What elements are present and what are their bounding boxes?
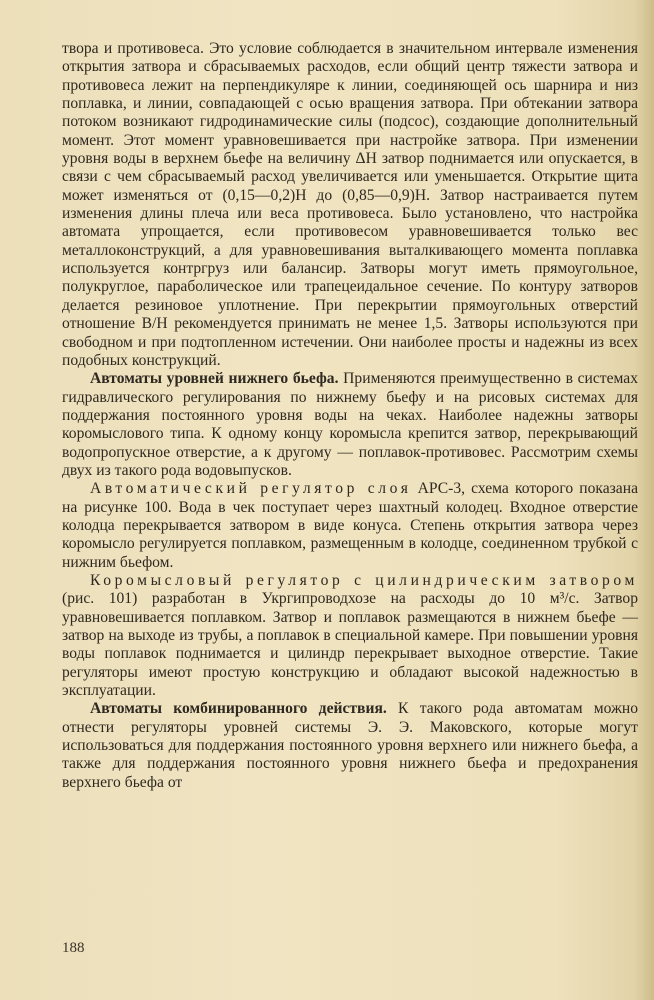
body-text — [62, 40, 638, 792]
paragraph-3 — [62, 480, 638, 572]
paragraph-2 — [62, 370, 638, 480]
paragraph-4 — [62, 572, 638, 700]
spaced-term: Коромысловый регулятор с цилиндрическим затвором — [90, 571, 638, 589]
section-heading: Автоматы комбинированного действия. — [90, 700, 387, 718]
paragraph-5 — [62, 700, 638, 792]
paragraph-1 — [62, 40, 638, 370]
spaced-term: Автоматический регулятор слоя — [90, 480, 412, 498]
paragraph-text: АРС-3, схема которого показана на рисунке 100. Вода в чек поступает через шахтный колодец. Входное отверстие колодца перекрывается затвором в виде конуса. Степень открытия затвора через коромысло регулируется поплавком, размещенным в колодце, соединенном трубкой с нижним бьефом. — [62, 480, 638, 571]
page-number: 188 — [62, 940, 85, 956]
paragraph-text: твора и противовеса. Это условие соблюдается в значительном интервале изменения открытия затвора и сбрасываемых расходов, если общий центр тяжести затвора и противовеса лежит на перпендикуляре к линии, соединяющей ось шарнира и низ поплавка, и линии, совпадающей с осью вращения затвора. При обтекании затвора потоком возникают гидродинамические силы (подсос), создающие дополнительный момент. Этот момент уравновешивается при настройке затвора. При изменении уровня воды в верхнем бьефе на величину ΔH затвор поднимается или опускается, в связи с чем сбрасываемый расход увеличивается или уменьшается. Открытие щита может изменяться от (0,15—0,2)H до (0,85—0,9)H. Затвор настраивается путем изменения длины плеча или веса противовеса. Было установлено, что настройка автомата упрощается, если противовесом уравновешивается только вес металлоконструкций, а для уравновешивания выталкивающего момента поплавка используется контргруз или балансир. Затворы могут иметь прямоугольное, полукруглое, параболическое или трапецеидальное сечение. По контуру затворов делается резиновое уплотнение. При перекрытии прямоугольных отверстий отношение B/H рекомендуется принимать не менее 1,5. Затворы используются при свободном и при подтопленном истечении. Они наиболее просты и надежны из всех подобных конструкций. — [62, 40, 638, 369]
paragraph-text: К такого рода автоматам можно отнести регуляторы уровней системы Э. Э. Маковского, которые могут использоваться для поддержания постоянного уровня верхнего или нижнего бьефа, а также для поддержания постоянного уровня нижнего бьефа и предохранения верхнего бьефа от — [62, 700, 638, 791]
paragraph-text: Применяются преимущественно в системах гидравлического регулирования по нижнему бьефу и на рисовых системах для поддержания постоянного уровня воды на чеках. Наиболее надежны затворы коромыслового типа. К одному концу коромысла крепится затвор, перекрывающий водопропускное отверстие, а к другому — поплавок-противовес. Рассмотрим схемы двух из такого рода водовыпусков. — [62, 370, 638, 479]
paragraph-text: (рис. 101) разработан в Укргипроводхозе на расходы до 10 м³/с. Затвор уравновешивается поплавком. Затвор и поплавок размещаются в нижнем бьефе — затвор на выходе из трубы, а поплавок в специальной камере. При повышении уровня воды поплавок поднимается и цилиндр перекрывает выходное отверстие. Такие регуляторы имеют простую конструкцию и обладают высокой надежностью в эксплуатации. — [62, 590, 638, 700]
section-heading: Автоматы уровней нижнего бьефа. — [90, 370, 339, 388]
